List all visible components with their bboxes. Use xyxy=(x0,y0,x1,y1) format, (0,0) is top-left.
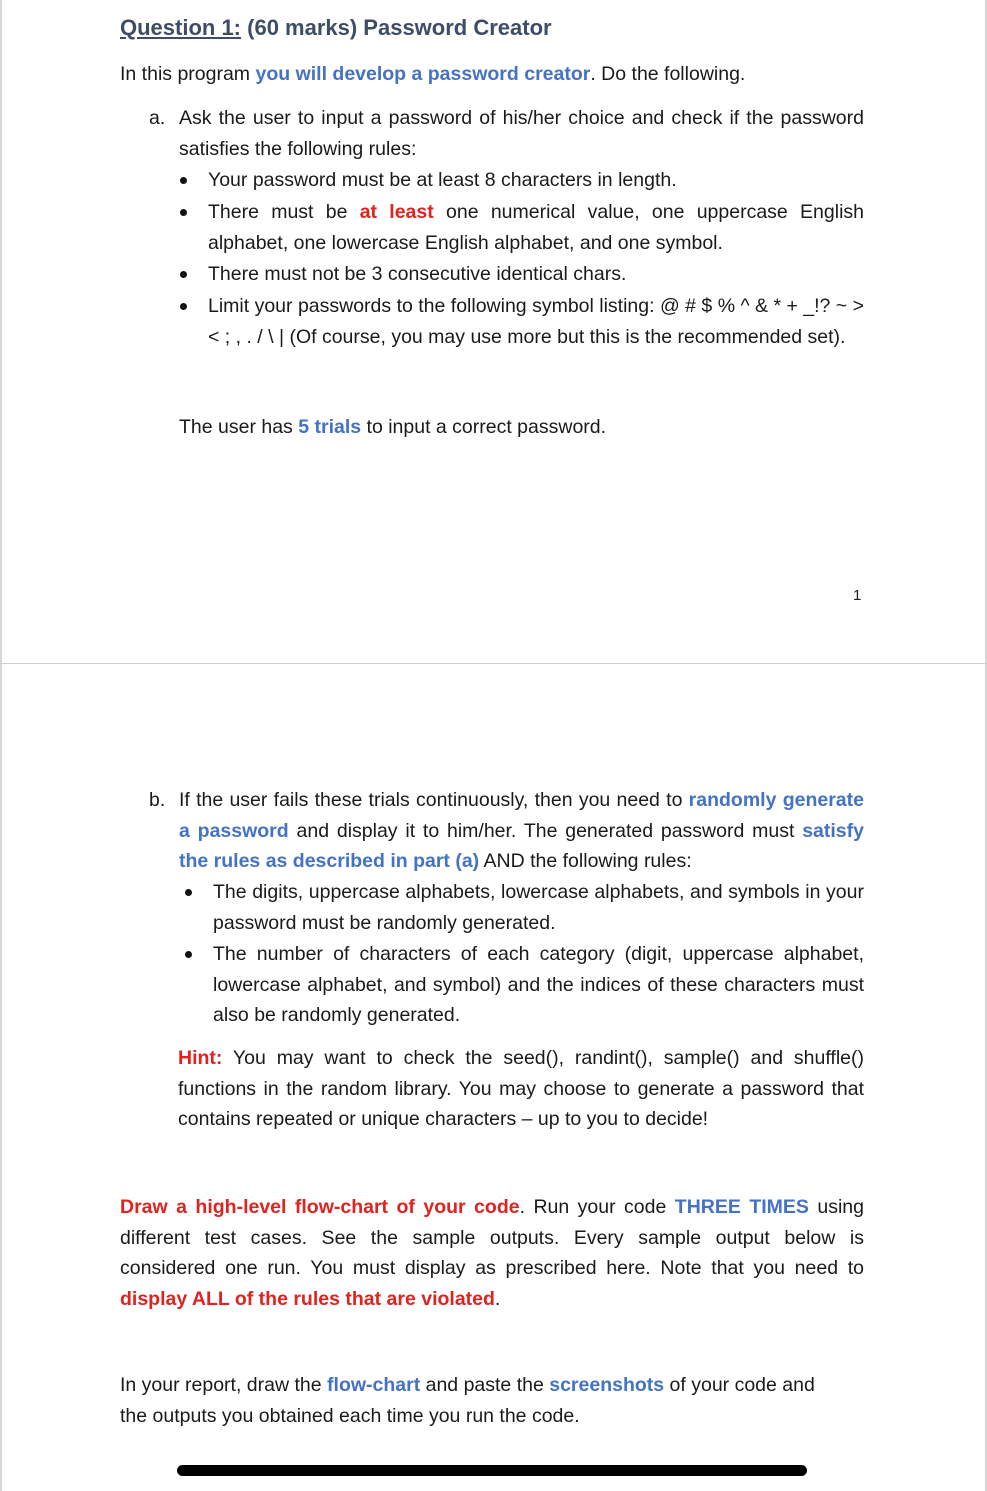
intro-paragraph xyxy=(120,59,880,90)
intro-suffix: . Do the following. xyxy=(590,63,746,85)
part-a-marker: a. xyxy=(149,107,166,129)
intro-prefix: In this program xyxy=(120,63,256,85)
part-a-bullet-3: There must not be 3 consecutive identical chars. xyxy=(208,263,627,285)
bullet-icon xyxy=(180,303,187,310)
part-b-bullet-2: The number of characters of each category (digit, uppercase alphabet, lowercase alphabet, and symbol) and the indices of these characters must also be randomly generated. xyxy=(213,943,864,1026)
bullet-icon xyxy=(180,177,187,184)
draw-highlight-1: Draw a high-level flow-chart of your code xyxy=(120,1196,520,1218)
draw-text-2: using different test cases. See the sample outputs. Every sample output below is considered one run. You must display as prescribed here. Note that you need to xyxy=(120,1196,864,1279)
part-b-prefix: If the user fails these trials continuously, then you need to xyxy=(179,789,689,811)
part-b-marker: b. xyxy=(149,789,166,811)
bullet-icon xyxy=(185,889,192,896)
page-frame-left xyxy=(0,0,2,1491)
part-b-highlight-1: randomly generate a password xyxy=(179,789,864,842)
draw-text-3: . xyxy=(494,1287,501,1310)
hint-label: Hint: xyxy=(178,1047,223,1069)
trials-suffix: to input a correct password. xyxy=(361,416,607,438)
report-middle: and paste the xyxy=(420,1374,550,1396)
bullet-icon xyxy=(185,951,192,958)
part-a-bullet-1: Your password must be at least 8 characters in length. xyxy=(208,169,677,191)
question-rest: (60 marks) Password Creator xyxy=(241,15,552,40)
part-a-text: Ask the user to input a password of his/her choice and check if the password satisfies the following rules: xyxy=(179,107,864,160)
part-b-middle: and display it to him/her. The generated password must xyxy=(288,819,803,842)
report-prefix: In your report, draw the xyxy=(120,1374,328,1396)
bullet-icon xyxy=(180,271,187,278)
part-b-highlight-2: satisfy the rules as described in part (a) xyxy=(179,819,864,872)
page-number: 1 xyxy=(853,587,862,604)
bullet2-highlight: at least xyxy=(359,201,434,223)
question-title xyxy=(120,12,880,44)
bullet2-suffix: one numerical value, one uppercase English alphabet, one lowercase English alphabet, and one symbol. xyxy=(208,201,865,254)
part-a-bullet-4: Limit your passwords to the following symbol listing: @ # $ % ^ & * + _!? ~ > < ; , . / \ | (Of course, you may use more but this is the recommended set). xyxy=(208,295,864,348)
part-b-text xyxy=(179,785,864,877)
part-b-suffix: AND the following rules: xyxy=(479,850,692,872)
trials-prefix: The user has xyxy=(179,416,299,438)
part-a-bullet-2 xyxy=(208,197,864,258)
trials-highlight: 5 trials xyxy=(298,416,362,438)
bullet2-prefix: There must be xyxy=(208,201,360,223)
trials-paragraph xyxy=(179,412,864,443)
flowchart-paragraph xyxy=(120,1192,864,1314)
home-indicator-bar[interactable] xyxy=(177,1465,807,1476)
part-b-bullet-1: The digits, uppercase alphabets, lowercase alphabets, and symbols in your password must be randomly generated. xyxy=(213,881,864,934)
draw-highlight-3: display ALL of the rules that are violated xyxy=(120,1287,495,1310)
bullet-icon xyxy=(180,209,187,216)
report-highlight-1: flow-chart xyxy=(327,1374,421,1396)
question-label: Question 1: xyxy=(120,15,242,40)
report-suffix: of your code and the outputs you obtained each time you run the code. xyxy=(120,1374,815,1427)
hint-paragraph xyxy=(178,1043,864,1135)
report-highlight-2: screenshots xyxy=(549,1374,665,1396)
page-divider xyxy=(0,663,987,664)
hint-text: You may want to check the seed(), randint(), sample() and shuffle() functions in the random library. You may choose to generate a password that contains repeated or unique characters – up to you to decide! xyxy=(178,1047,864,1130)
intro-highlight: you will develop a password creator xyxy=(255,63,591,85)
draw-text-1: . Run your code xyxy=(519,1196,675,1218)
report-paragraph xyxy=(120,1370,840,1431)
draw-highlight-2: THREE TIMES xyxy=(674,1196,809,1218)
